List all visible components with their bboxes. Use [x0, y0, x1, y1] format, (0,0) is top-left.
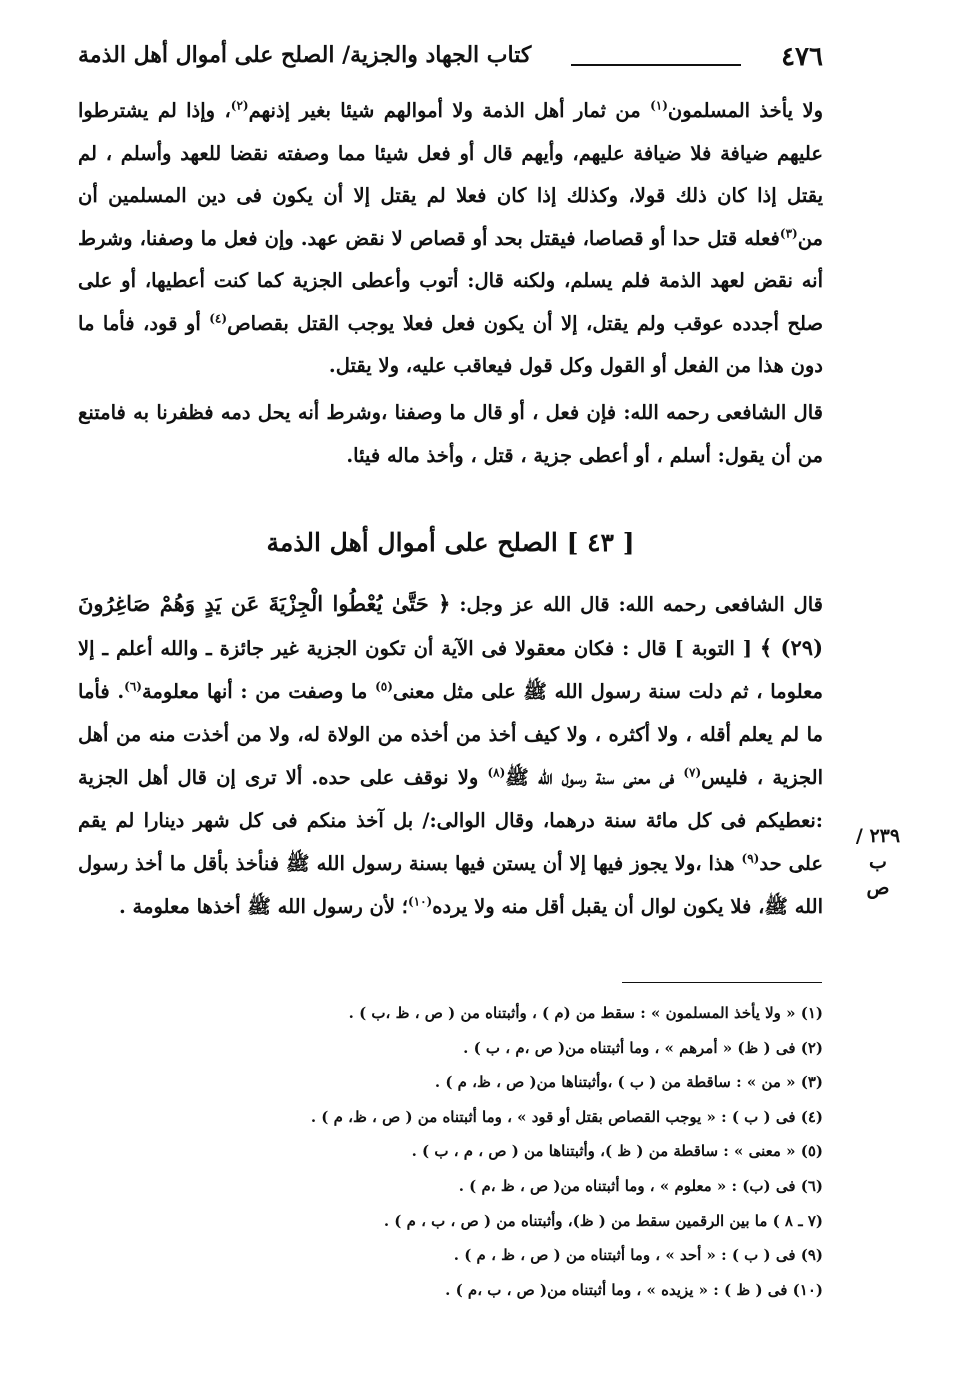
- footnote-ref-10: (١٠): [407, 894, 433, 909]
- text-span: هذا ،ولا يجوز فيها إلا أن يستن فيها بسنة رسول الله ﷺ فنأخذ بأقل ما أخذ رسول الله ﷺ، فلا يكون لوال أن يقبل أقل منه ولا يرده: [78, 852, 823, 918]
- speaker-lead: قال الشافعى: [714, 593, 823, 616]
- speaker-lead: قال الشافعى: [716, 401, 823, 424]
- footnote: (٢) فى ( ظ) « أمرهم » ، وما أثبتناه من( ص ،م ، ب ) .: [463, 1038, 823, 1057]
- text-span: رحمه الله: فإن فعل ، أو قال ما وصفنا ،وشرط أنه يحل دمه فظفرنا به فامتنع من أن يقول: أسلم ، أو أعطى جزية ، قتل ، وأخذ ماله فيئا.: [78, 401, 823, 467]
- footnote-ref-3: (٣): [779, 226, 798, 240]
- quran-verse: ﴿ حَتَّىٰ يُعْطُوا الْجِزْيَةَ عَن يَدٍ وَهُمْ صَاغِرُونَ (٢٩) ﴾: [78, 591, 823, 660]
- footnote-ref-6: (٦): [124, 679, 142, 694]
- footnote-ref-5: (٥): [375, 679, 393, 694]
- text-span: . فأما ما لم يعلم أقله ، ولا أكثره ، ولا كيف أخذ من أخذه من الولاة له، ولا من أخذت منه من أهل الجزية ، فليس: [78, 680, 823, 789]
- text-span: رحمه الله: قال الله عز وجل:: [450, 593, 715, 616]
- footnote: (٥) « معنى » : ساقطة من ( ظ )، وأثبتناها من ( ص ، م ، ب ) .: [411, 1142, 823, 1161]
- footnote-ref-8: (٨): [487, 765, 506, 780]
- footnote-separator: [622, 982, 822, 983]
- header-rule: [571, 64, 741, 66]
- footnote-ref-9: (٩): [741, 851, 760, 866]
- text-span: ما وصفت من : أنها معلومة: [141, 680, 376, 703]
- text-span: [ التوبة ] قال : فكان معقولا فى الآية أن تكون الجزية غير جائزة ـ والله أعلم ـ إلا معلوما ، ثم دلت سنة رسول الله ﷺ على مثل معنى: [78, 637, 824, 703]
- footnote: (١) « ولا يأخذ المسلمون » : سقط من (م ) ، وأثبتناه من ( ص ، ظ ،ب ) .: [348, 1004, 823, 1022]
- footnote: (٧ ـ ٨ ) ما بين الرقمين سقط من ( ظ)، وأثبتناه من ( ص ، ب ، م ) .: [383, 1211, 823, 1230]
- running-title: كتاب الجهاد والجزية/ الصلح على أموال أهل الذمة: [78, 42, 532, 68]
- page-number: ٤٧٦: [781, 42, 823, 72]
- section-heading: [ ٤٣ ] الصلح على أموال أهل الذمة: [266, 528, 635, 557]
- footnote: (٦) فى (ب) : « معلوم » ، وما أثبتناه من( ص ، ظ ،م ) .: [458, 1176, 823, 1195]
- paragraph-3: [78, 582, 823, 928]
- footnote: (٤) فى ( ب ) : « يوجب القصاص بقتل أو قود » ، وما أثبتناه من ( ص ، ظ، م ) .: [310, 1107, 823, 1126]
- footnote: (١٠) فى ( ظ ) : « يزيده » ، وما أثبتناه من( ص ، ب ،م ) .: [445, 1280, 823, 1299]
- footnote-ref-1: (١): [650, 98, 668, 113]
- page-header: [78, 38, 823, 78]
- margin-folio: ٢٣٩ /ب: [855, 825, 901, 873]
- text-span: ولا نوقف على حده. ألا ترى إن قال أهل الجزية :نعطيكم فى كل مائة سنة درهما، وقال الوالى:/ بل آخذ منكم فى كل شهر دينارا لم يقم على حد: [78, 766, 823, 875]
- footnotes-list: [78, 996, 823, 1307]
- footnote-ref-2: (٢): [230, 98, 249, 113]
- footnote-ref-4: (٤): [209, 311, 228, 325]
- text-span: ، وإذا لم يشترطوا عليهم ضيافة فلا ضيافة عليهم، وأيهم قال أو فعل شيئا مما وصفته نقضا للعهد وأسلم ، لم يقتل إذا كان ذلك قولا، وكذلك إذا كان فعلا لم يقتل إلا أن يكون فى دين المسلمين أن من: [78, 99, 823, 250]
- text-span: أو قود، فأما ما دون هذا من الفعل أو القول وكل قول فيعاقب عليه، ولا يقتل.: [78, 311, 823, 377]
- paragraph-1: [78, 90, 823, 388]
- text-span: فى معنى سنة رسول الله ﷺ: [505, 766, 684, 789]
- text-span: ولا يأخذ المسلمون: [667, 99, 823, 122]
- text-span: ؛ لأن رسول الله ﷺ أخذها معلومة .: [118, 895, 408, 918]
- manuscript-margin-note: [848, 823, 908, 901]
- footnote: (٣) « من » : ساقطة من ( ب ) ،وأثبتناها من( ص ، ظ، م ) .: [434, 1073, 823, 1092]
- paragraph-2: [78, 392, 823, 477]
- footnote: (٩) فى ( ب ) : « أحد » ، وما أثبتناه من ( ص ، ظ ، م ) .: [453, 1246, 823, 1265]
- text-span: فعله قتل حدا أو قصاصا، فيقتل بحد أو قصاص لا نقض عهد. وإن فعل ما وصفنا، وشرط أنه نقض لعهد الذمة فلم يسلم، ولكنه قال: أتوب وأعطى الجزية كما كنت أعطيها، أو على صلح أجدده عوقب ولم يقتل، إلا أن يكون فعل فعلا يوجب القتل بقصاص: [78, 226, 823, 335]
- footnote-ref-7: (٧): [683, 765, 702, 780]
- margin-siglum: ص: [866, 877, 890, 899]
- text-span: من ثمار أهل الذمة ولا أموالهم شيئا بغير إذنهم: [248, 99, 651, 122]
